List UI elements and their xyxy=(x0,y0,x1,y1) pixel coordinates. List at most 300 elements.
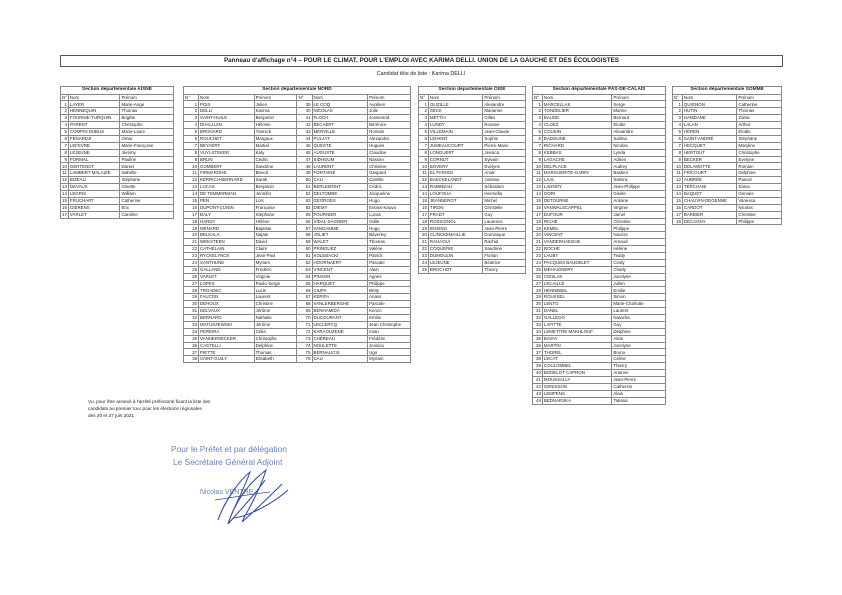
candidate-number: 21 xyxy=(184,239,199,246)
candidate-surname: CASTELLI xyxy=(199,342,255,349)
table-row xyxy=(533,108,666,115)
candidate-firstname: Pascal xyxy=(737,177,782,184)
table-row xyxy=(419,101,526,108)
candidate-firstname: Aurélien xyxy=(368,101,411,108)
candidate-number: 12 xyxy=(419,177,429,184)
table-row xyxy=(533,246,666,253)
candidate-number: 32 xyxy=(184,315,199,322)
candidate-firstname: Jocelyne xyxy=(612,342,666,349)
table-row xyxy=(673,211,782,218)
candidate-surname: HOORNAERT xyxy=(312,259,368,266)
candidate-number: 3 xyxy=(184,115,199,122)
candidate-number: 27 xyxy=(533,280,543,287)
candidate-surname: BODELOT CAPRON xyxy=(542,370,611,377)
table-row xyxy=(419,252,526,259)
candidate-firstname: Romain xyxy=(737,163,782,170)
candidate-number: 24 xyxy=(184,259,199,266)
candidate-number: 10 xyxy=(533,163,543,170)
table-row xyxy=(61,108,174,115)
stamp-line: Le Secrétaire Général Adjoint xyxy=(173,457,283,467)
candidate-number: 7 xyxy=(533,142,543,149)
candidate-firstname: Bruno xyxy=(612,349,666,356)
candidate-firstname: Claudine xyxy=(368,149,411,156)
candidate-surname: COUSIN xyxy=(542,128,611,135)
candidate-number: 29 xyxy=(533,294,543,301)
candidate-firstname: Stéphane xyxy=(254,211,297,218)
table-row xyxy=(533,280,666,287)
candidate-number: 45 xyxy=(297,142,312,149)
candidate-surname: SANTHUNE xyxy=(199,259,255,266)
table-row xyxy=(61,156,174,163)
candidate-surname: AUGUSTE xyxy=(312,149,368,156)
candidate-number: 42 xyxy=(533,383,543,390)
table-row xyxy=(533,204,666,211)
candidate-number: 26 xyxy=(533,273,543,280)
table-row xyxy=(419,170,526,177)
table-row xyxy=(61,177,174,184)
candidate-firstname: Hugues xyxy=(368,142,411,149)
candidate-number: 3 xyxy=(61,115,69,122)
table-row xyxy=(533,128,666,135)
candidate-firstname: Hugo xyxy=(368,225,411,232)
candidate-surname: DHALLUIN xyxy=(199,122,255,129)
candidate-firstname: Jean-Claude xyxy=(483,128,526,135)
candidate-number: 24 xyxy=(419,259,429,266)
candidate-number: 60 xyxy=(297,246,312,253)
candidate-firstname: Sophie xyxy=(483,135,526,142)
col-num-header: N° xyxy=(297,94,312,101)
candidate-firstname: Margaux xyxy=(254,135,297,142)
candidate-firstname: Nathalie xyxy=(254,315,297,322)
candidate-number: 14 xyxy=(419,190,429,197)
table-row xyxy=(184,266,411,273)
candidate-firstname: Gilles xyxy=(483,115,526,122)
candidate-surname: CATHELAIN xyxy=(199,246,255,253)
table-row xyxy=(533,273,666,280)
candidate-number: 56 xyxy=(297,218,312,225)
candidate-number: 19 xyxy=(184,225,199,232)
col-num-header: N° xyxy=(419,94,429,101)
candidate-surname: VIDAL-SAGNIER xyxy=(312,218,368,225)
candidate-number: 18 xyxy=(673,218,683,225)
candidate-number: 10 xyxy=(673,163,683,170)
candidate-firstname: Benjamin xyxy=(254,115,297,122)
candidate-firstname: Valérie xyxy=(368,246,411,253)
col-num-header: N° xyxy=(673,94,683,101)
candidate-firstname: Lynda xyxy=(612,149,666,156)
table-row xyxy=(673,177,782,184)
candidate-surname: CHAUVIN-DEGENNE xyxy=(682,197,737,204)
candidate-number: 2 xyxy=(419,108,429,115)
candidate-firstname: Elodie xyxy=(737,128,782,135)
candidate-firstname: Samira xyxy=(612,177,666,184)
table-row xyxy=(184,287,411,294)
candidate-number: 44 xyxy=(533,397,543,404)
candidate-number: 6 xyxy=(184,135,199,142)
candidate-surname: LAYER xyxy=(68,101,120,108)
candidate-firstname: Benoit xyxy=(254,170,297,177)
candidate-number: 15 xyxy=(419,197,429,204)
candidate-surname: HECQUET xyxy=(682,142,737,149)
candidate-surname: CHÉREAU xyxy=(312,335,368,342)
candidate-number: 69 xyxy=(297,308,312,315)
table-row xyxy=(184,273,411,280)
candidate-surname: LE COQ xyxy=(312,101,368,108)
candidate-number: 5 xyxy=(184,128,199,135)
col-prenom-header: Prénom xyxy=(483,94,526,101)
candidate-firstname: Zahia xyxy=(737,115,782,122)
candidate-number: 1 xyxy=(419,101,429,108)
candidate-surname: FOURNIER xyxy=(312,211,368,218)
candidate-surname: BAECKELANDT xyxy=(428,177,482,184)
candidate-number: 47 xyxy=(297,156,312,163)
candidate-number: 3 xyxy=(419,115,429,122)
candidate-surname: BRUN xyxy=(199,156,255,163)
candidate-number: 39 xyxy=(297,101,312,108)
table-row xyxy=(673,122,782,129)
candidate-number: 8 xyxy=(184,149,199,156)
table-row xyxy=(533,225,666,232)
table-row xyxy=(673,115,782,122)
table-row xyxy=(533,163,666,170)
table-row xyxy=(673,149,782,156)
candidate-number: 40 xyxy=(297,108,312,115)
candidate-firstname: Ugo xyxy=(368,349,411,356)
candidate-firstname: Célia xyxy=(254,328,297,335)
candidate-number: 9 xyxy=(533,156,543,163)
candidate-number: 9 xyxy=(673,156,683,163)
candidate-table xyxy=(672,86,782,225)
candidate-firstname: Pascale xyxy=(368,259,411,266)
table-row xyxy=(533,122,666,129)
candidate-number: 33 xyxy=(533,321,543,328)
table-row xyxy=(61,184,174,191)
table-row xyxy=(533,356,666,363)
table-row xyxy=(533,301,666,308)
candidate-number: 15 xyxy=(533,197,543,204)
candidate-table xyxy=(532,86,666,405)
table-row xyxy=(673,163,782,170)
table-row xyxy=(673,108,782,115)
table-row xyxy=(673,204,782,211)
candidate-number: 8 xyxy=(673,149,683,156)
candidate-surname: CORNUT xyxy=(428,156,482,163)
candidate-number: 2 xyxy=(184,108,199,115)
candidate-surname: LANNOY xyxy=(542,184,611,191)
candidate-firstname: Philippe xyxy=(612,225,666,232)
candidate-surname: DIEMY xyxy=(312,204,368,211)
table-row xyxy=(61,115,174,122)
candidate-surname: GALLAND xyxy=(199,266,255,273)
candidate-firstname: Christine xyxy=(612,218,666,225)
table-row xyxy=(419,266,526,273)
candidate-number: 38 xyxy=(184,356,199,363)
table-row xyxy=(533,266,666,273)
candidate-number: 11 xyxy=(533,170,543,177)
candidate-surname: DELAMOTTE xyxy=(682,163,737,170)
candidate-firstname: Gervais xyxy=(737,190,782,197)
candidate-number: 54 xyxy=(297,204,312,211)
candidate-firstname: Sandrine xyxy=(254,163,297,170)
table-row xyxy=(533,115,666,122)
candidate-surname: BERLEMONT xyxy=(312,184,368,191)
table-row xyxy=(419,239,526,246)
col-prenom-header: Prénom xyxy=(120,94,174,101)
candidate-firstname: Pascale xyxy=(368,301,411,308)
candidate-firstname: Hermella xyxy=(483,190,526,197)
note-line: des 20 et 27 juin 2021 xyxy=(88,413,135,418)
candidate-surname: BOVERY xyxy=(428,163,482,170)
candidate-firstname: Jean Christophe xyxy=(368,321,411,328)
candidate-surname: BENHAMIDA xyxy=(312,308,368,315)
candidate-surname: DUFOUR xyxy=(542,211,611,218)
candidate-surname: GALLEGO xyxy=(542,315,611,322)
candidate-surname: VARLET xyxy=(199,273,255,280)
signature-icon xyxy=(170,440,350,535)
table-row xyxy=(184,349,411,356)
candidate-surname: KOLEBACKI xyxy=(312,252,368,259)
candidate-surname: EL FARISSI xyxy=(428,170,482,177)
table-row xyxy=(184,156,411,163)
candidate-number: 8 xyxy=(419,149,429,156)
section-somme xyxy=(672,86,782,225)
candidate-firstname: Yannick xyxy=(254,128,297,135)
table-row xyxy=(533,101,666,108)
candidate-surname: TROADEC xyxy=(199,287,255,294)
candidate-firstname: Marianne xyxy=(483,108,526,115)
candidate-number: 2 xyxy=(533,108,543,115)
table-row xyxy=(61,170,174,177)
candidate-firstname: Philippe xyxy=(368,280,411,287)
page-title: Panneau d'affichage n°4 – POUR LE CLIMAT, POUR L'EMPLOI AVEC KARIMA DELLI. UNION DE LA GAUCHE ET DES ÉCOLOGISTES xyxy=(60,55,783,67)
table-row xyxy=(61,101,174,108)
candidate-surname: DECAGNY xyxy=(682,218,737,225)
candidate-surname: PULJAT xyxy=(312,135,368,142)
candidate-number: 16 xyxy=(419,204,429,211)
table-row xyxy=(419,163,526,170)
candidate-surname: DELVAUX xyxy=(199,308,255,315)
candidate-firstname: Maryline xyxy=(737,142,782,149)
candidate-surname: JOLIET xyxy=(312,232,368,239)
candidate-firstname: Adrien xyxy=(612,156,666,163)
candidate-surname: RABINEAU xyxy=(428,184,482,191)
candidate-surname: DANEL xyxy=(542,308,611,315)
candidate-surname: GORI xyxy=(542,190,611,197)
table-row xyxy=(533,156,666,163)
candidate-number: 24 xyxy=(533,259,543,266)
candidate-number: 26 xyxy=(184,273,199,280)
candidate-number: 59 xyxy=(297,239,312,246)
table-row xyxy=(184,328,411,335)
candidate-surname: FENARDJI xyxy=(68,135,120,142)
table-row xyxy=(184,115,411,122)
candidate-firstname: Natacha xyxy=(612,315,666,322)
candidate-number: 31 xyxy=(184,308,199,315)
candidate-surname: FOURNIE-TURQUIN xyxy=(68,115,120,122)
candidate-surname: TIRON xyxy=(428,204,482,211)
table-row xyxy=(184,301,411,308)
section-title: Section départementale OISE xyxy=(419,87,526,95)
candidate-surname: HARDY xyxy=(199,218,255,225)
candidate-number: 6 xyxy=(61,135,69,142)
candidate-firstname: Jamel xyxy=(612,211,666,218)
table-row xyxy=(419,135,526,142)
col-num-header: N° xyxy=(184,94,199,101)
candidate-surname: LEFEVRE xyxy=(68,142,120,149)
table-row xyxy=(184,342,411,349)
candidate-number: 1 xyxy=(184,101,199,108)
candidate-firstname: Thierry xyxy=(483,266,526,273)
candidate-number: 31 xyxy=(533,308,543,315)
candidate-firstname: Julien xyxy=(612,280,666,287)
candidate-firstname: Bérénice xyxy=(368,122,411,129)
candidate-firstname: Patrick xyxy=(368,252,411,259)
candidate-firstname: Christine xyxy=(254,301,297,308)
table-row xyxy=(184,218,411,225)
candidate-number: 28 xyxy=(533,287,543,294)
candidate-surname: BOSINO xyxy=(428,225,482,232)
table-row xyxy=(184,315,411,322)
candidate-number: 72 xyxy=(297,328,312,335)
candidate-surname: HAMDANE xyxy=(682,115,737,122)
candidate-surname: LEMETTRE MAKHLOUF xyxy=(542,328,611,335)
candidate-surname: HARQUET xyxy=(312,280,368,287)
candidate-firstname: Arnaud xyxy=(612,239,666,246)
candidate-firstname: Jean-Pierre xyxy=(483,225,526,232)
candidate-surname: BIZEAU xyxy=(68,177,120,184)
candidate-surname: BROCHOT xyxy=(428,266,482,273)
candidate-surname: MARGUERITE-GARIN xyxy=(542,170,611,177)
table-row xyxy=(184,163,411,170)
candidate-number: 11 xyxy=(184,170,199,177)
candidate-number: 23 xyxy=(184,252,199,259)
table-row xyxy=(533,239,666,246)
candidate-firstname: Marie-Laure xyxy=(120,128,174,135)
candidate-surname: DELLI xyxy=(199,108,255,115)
candidate-number: 58 xyxy=(297,232,312,239)
table-row xyxy=(673,197,782,204)
candidate-number: 52 xyxy=(297,190,312,197)
candidate-surname: COMPIN DUBUS xyxy=(68,128,120,135)
table-row xyxy=(61,211,174,218)
table-row xyxy=(419,156,526,163)
candidate-surname: BEDNARSKA xyxy=(542,397,611,404)
candidate-firstname: Antoine xyxy=(612,197,666,204)
candidate-firstname: Laurent xyxy=(612,308,666,315)
table-row xyxy=(419,115,526,122)
candidate-firstname: Jacqueline xyxy=(368,190,411,197)
candidate-surname: VINCENT xyxy=(312,266,368,273)
candidate-firstname: Marie-Françoise xyxy=(120,142,174,149)
table-row xyxy=(184,239,411,246)
table-row xyxy=(184,225,411,232)
candidate-firstname: Nacéra xyxy=(612,232,666,239)
candidate-number: 10 xyxy=(184,163,199,170)
table-row xyxy=(419,190,526,197)
candidate-surname: MEHAIGNERY xyxy=(542,266,611,273)
candidate-number: 66 xyxy=(297,287,312,294)
candidate-surname: AUBRÉE xyxy=(682,177,737,184)
col-prenom-header: Prénom xyxy=(254,94,297,101)
table-row xyxy=(533,211,666,218)
candidate-surname: VANLERBERGHE xyxy=(312,301,368,308)
table-row xyxy=(419,246,526,253)
candidate-number: 7 xyxy=(184,142,199,149)
candidate-number: 30 xyxy=(533,301,543,308)
col-num-header: N° xyxy=(533,94,543,101)
section-title: Section départementale PAS-DE-CALAIS xyxy=(533,87,666,95)
candidate-firstname: Omar xyxy=(120,135,174,142)
candidate-number: 5 xyxy=(533,128,543,135)
candidate-surname: MERVILLE xyxy=(312,128,368,135)
stamp-line: Pour le Préfet et par délégation xyxy=(171,444,287,454)
candidate-number: 68 xyxy=(297,301,312,308)
table-row xyxy=(419,197,526,204)
section-oise xyxy=(418,86,526,274)
candidate-number: 20 xyxy=(419,232,429,239)
candidate-number: 1 xyxy=(533,101,543,108)
candidate-number: 14 xyxy=(62,191,67,197)
candidate-number: 7 xyxy=(419,142,429,149)
table-row xyxy=(184,211,411,218)
table-row xyxy=(184,122,411,129)
candidate-number: 36 xyxy=(533,342,543,349)
candidate-number: 30 xyxy=(184,301,199,308)
table-row xyxy=(419,218,526,225)
note-line: Vu, pour être annexé à l'arrêté préfectoral fixant la liste des xyxy=(88,399,211,404)
table-row xyxy=(419,108,526,115)
candidate-number: 53 xyxy=(297,197,312,204)
table-row xyxy=(184,170,411,177)
candidate-firstname: Elisabeth xyxy=(254,356,297,363)
candidate-number: 7 xyxy=(673,142,683,149)
candidate-number: 71 xyxy=(297,321,312,328)
candidate-firstname: Odile xyxy=(368,218,411,225)
table-row xyxy=(184,149,411,156)
candidate-surname: LECAILLE xyxy=(542,280,611,287)
candidate-firstname: Céline xyxy=(612,356,666,363)
candidate-firstname: Jean-Paul xyxy=(254,252,297,259)
candidate-surname: LAMBERT MALAIZE xyxy=(68,170,120,177)
candidate-number: 4 xyxy=(533,122,543,129)
candidate-firstname: Jean-Pierre xyxy=(612,377,666,384)
candidate-surname: MATUSZEWSKI xyxy=(199,321,255,328)
table-row xyxy=(673,190,782,197)
candidate-surname: LAURENT xyxy=(312,163,368,170)
candidate-number: 28 xyxy=(184,287,199,294)
candidate-firstname: Delphine xyxy=(737,170,782,177)
candidate-number: 76 xyxy=(297,356,312,363)
candidate-number: 15 xyxy=(62,198,67,203)
candidate-firstname: Michel xyxy=(483,197,526,204)
candidate-surname: HENNEBEL xyxy=(542,287,611,294)
col-nom-header: Nom xyxy=(312,94,368,101)
candidate-number: 7 xyxy=(61,142,69,149)
candidate-surname: ROUSSEL xyxy=(542,294,611,301)
candidate-firstname: Eric xyxy=(120,204,174,211)
candidate-number: 5 xyxy=(673,128,683,135)
candidate-firstname: Jérôme xyxy=(254,321,297,328)
candidate-surname: WEKSTEEN xyxy=(199,239,255,246)
candidate-surname: GEORGES xyxy=(312,197,368,204)
candidate-number: 35 xyxy=(184,335,199,342)
candidate-number: 18 xyxy=(184,218,199,225)
note-line: candidats au premier tour pour les élections régionales xyxy=(88,406,202,411)
section-title: Section départementale AISNE xyxy=(61,87,174,95)
candidate-firstname: Iman xyxy=(368,328,411,335)
table-row xyxy=(533,363,666,370)
col-nom-header: Nom xyxy=(68,94,120,101)
